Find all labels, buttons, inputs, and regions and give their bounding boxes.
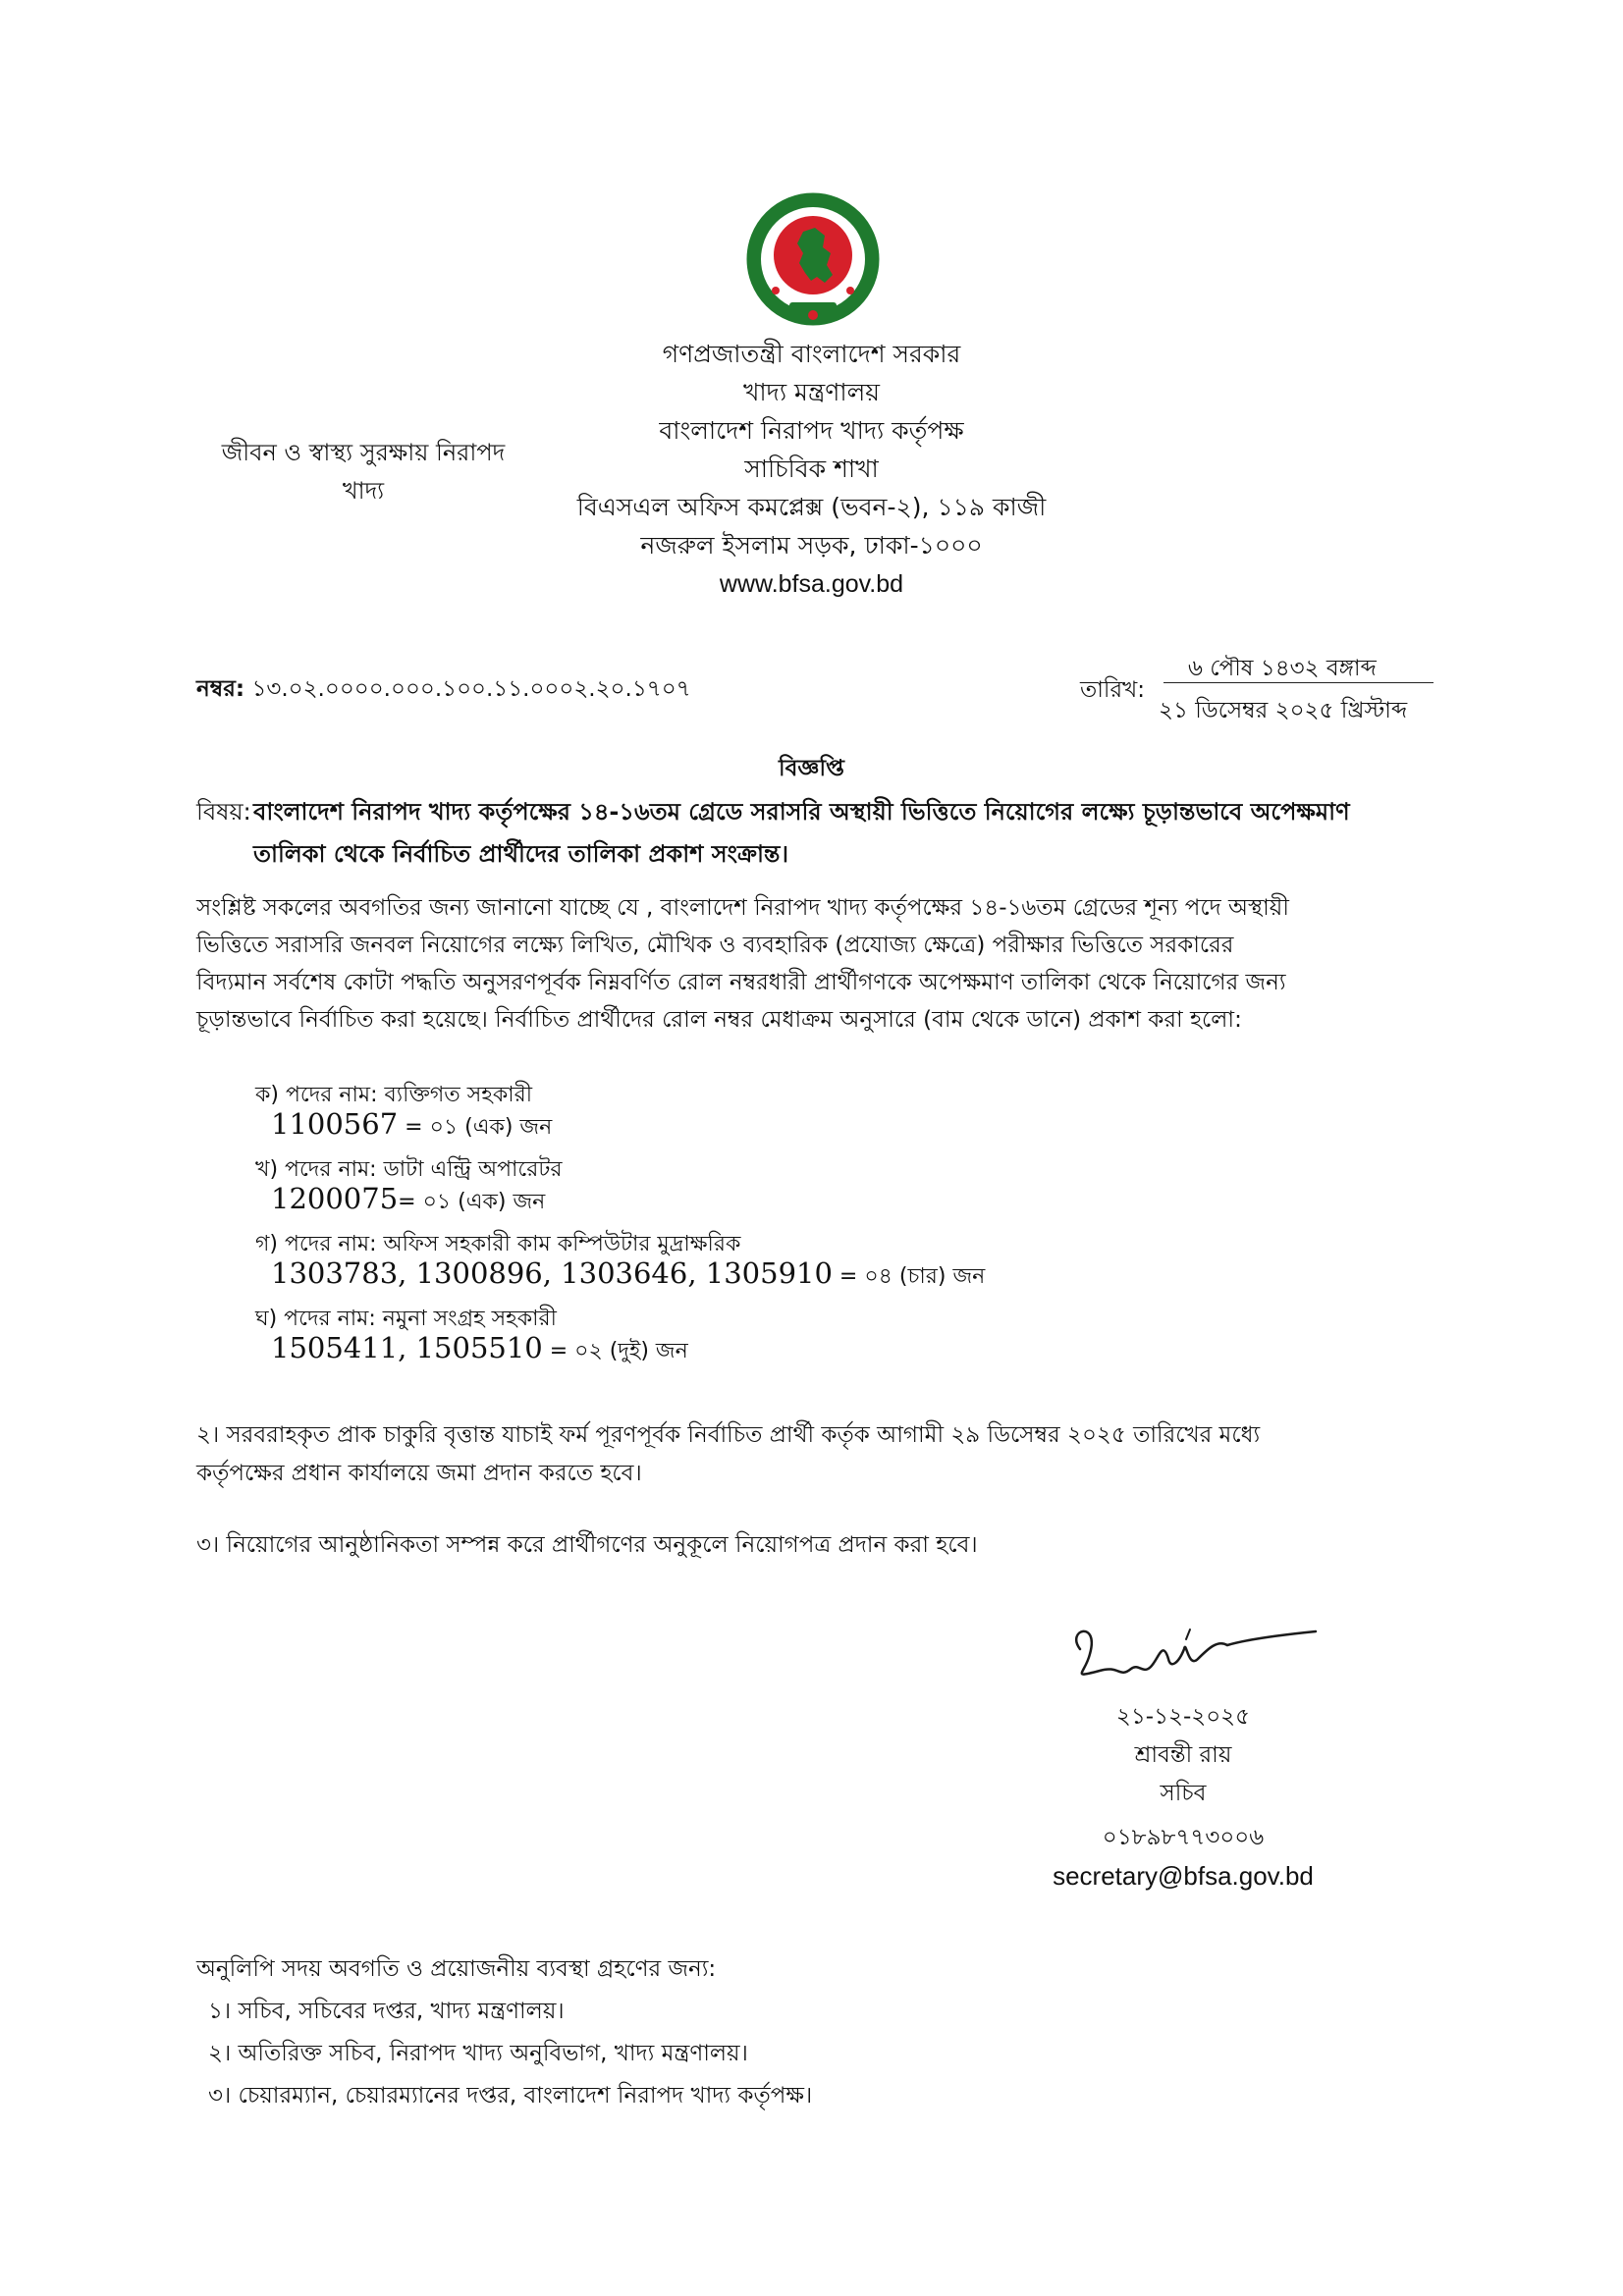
motto-line-2: খাদ্য [342, 477, 385, 505]
body-line-2: ভিত্তিতে সরাসরি জনবল নিয়োগের লক্ষ্যে লিখিত, মৌখিক ও ব্যবহারিক (প্রযোজ্য ক্ষেত্রে) পরীক্ষার ভিত্তিতে সরকারের [196, 933, 1234, 958]
header-line-address2: নজরুল ইসলাম সড়ক, ঢাকা-১০০০ [640, 531, 983, 560]
post-label-a: ক) পদের নাম: ব্যক্তিগত সহকারী [255, 1083, 532, 1107]
header-line-ministry: খাদ্য মন্ত্রণালয় [743, 378, 880, 406]
government-seal-icon [746, 192, 880, 326]
body-line-1: সংশ্লিষ্ট সকলের অবগতির জন্য জানানো যাচ্ছে যে , বাংলাদেশ নিরাপদ খাদ্য কর্তৃপক্ষের ১৪-১৬তম গ্রেডের শূন্য পদে অস্থায়ী [196, 895, 1289, 921]
header-website: www.bfsa.gov.bd [719, 570, 904, 598]
memo-number-label: নম্বর: [196, 676, 245, 702]
body-line-4: চূড়ান্তভাবে নির্বাচিত করা হয়েছে। নির্বাচিত প্রার্থীদের রোল নম্বর মেধাক্রম অনুসারে (বাম থেকে ডানে) প্রকাশ করা হলো: [196, 1007, 1242, 1033]
copy-item-1: ১। সচিব, সচিবের দপ্তর, খাদ্য মন্ত্রণালয়। [208, 1999, 565, 2024]
date-bangla: ৬ পৌষ ১৪৩২ বঙ্গাব্দ [1188, 656, 1377, 681]
post-label-b: খ) পদের নাম: ডাটা এন্ট্রি অপারেটর [255, 1157, 563, 1182]
selected-count: = ০১ (এক) জন [398, 1115, 553, 1140]
signature-name: শ্রাবন্তী রায় [1134, 1742, 1232, 1768]
copy-heading: অনুলিপি সদয় অবগতি ও প্রয়োজনীয় ব্যবস্থা গ্রহণের জন্য: [196, 1956, 717, 1982]
roll-numbers: 1505411, 1505510 [271, 1331, 543, 1364]
date-gregorian: ২১ ডিসেম্বর ২০২৫ খ্রিস্টাব্দ [1159, 698, 1408, 723]
post-rolls-c [271, 1256, 985, 1296]
subject-line-2: তালিকা থেকে নির্বাচিত প্রার্থীদের তালিকা প্রকাশ সংক্রান্ত। [253, 840, 789, 868]
header-line-government: গণপ্রজাতন্ত্রী বাংলাদেশ সরকার [662, 340, 961, 368]
signature-email: secretary@bfsa.gov.bd [1053, 1861, 1314, 1891]
body-line-3: বিদ্যমান সর্বশেষ কোটা পদ্ধতি অনুসরণপূর্বক নিম্নবর্ণিত রোল নম্বরধারী প্রার্থীগণকে অপেক্ষমাণ তালিকা থেকে নিয়োগের জন্য [196, 970, 1286, 995]
copy-item-3: ৩। চেয়ারম্যান, চেয়ারম্যানের দপ্তর, বাংলাদেশ নিরাপদ খাদ্য কর্তৃপক্ষ। [208, 2083, 813, 2109]
notice-subject [196, 791, 1434, 876]
subject-label: বিষয়: [196, 798, 251, 826]
selected-count: = ০১ (এক) জন [398, 1190, 546, 1214]
date-label: তারিখ: [1080, 677, 1146, 703]
header-line-address1: বিএসএল অফিস কমপ্লেক্স (ভবন-২), ১১৯ কাজী [576, 493, 1047, 521]
para2-line-2: কর্তৃপক্ষের প্রধান কার্যালয়ে জমা প্রদান করতে হবে। [196, 1461, 642, 1486]
selected-count: = ০৪ (চার) জন [832, 1264, 986, 1289]
roll-numbers: 1303783, 1300896, 1303646, 1305910 [271, 1256, 833, 1290]
post-rolls-d [271, 1331, 688, 1370]
header-line-authority: বাংলাদেশ নিরাপদ খাদ্য কর্তৃপক্ষ [659, 416, 964, 445]
selected-count: = ০২ (দুই) জন [542, 1339, 688, 1363]
post-rolls-b [271, 1182, 545, 1221]
header-line-section: সাচিবিক শাখা [744, 454, 879, 483]
memo-number-value: ১৩.০২.০০০০.০০০.১০০.১১.০০০২.২০.১৭০৭ [251, 676, 691, 702]
post-label-d: ঘ) পদের নাম: নমুনা সংগ্রহ সহকারী [255, 1307, 557, 1331]
notice-title: বিজ্ঞপ্তি [779, 756, 844, 781]
roll-numbers: 1100567 [271, 1107, 399, 1141]
copy-item-2: ২। অতিরিক্ত সচিব, নিরাপদ খাদ্য অনুবিভাগ, খাদ্য মন্ত্রণালয়। [208, 2041, 748, 2066]
para3: ৩। নিয়োগের আনুষ্ঠানিকতা সম্পন্ন করে প্রার্থীগণের অনুকূলে নিয়োগপত্র প্রদান করা হবে। [196, 1532, 978, 1558]
subject-line-1: বাংলাদেশ নিরাপদ খাদ্য কর্তৃপক্ষের ১৪-১৬তম গ্রেডে সরাসরি অস্থায়ী ভিত্তিতে নিয়োগের লক্ষ্যে চূড়ান্তভাবে অপেক্ষমাণ [253, 798, 1350, 826]
date-divider [1163, 682, 1434, 683]
para2-line-1: ২। সরবরাহকৃত প্রাক চাকুরি বৃত্তান্ত যাচাই ফর্ম পূরণপূর্বক নির্বাচিত প্রার্থী কর্তৃক আগামী ২৯ ডিসেম্বর ২০২৫ তারিখের মধ্যে [196, 1422, 1261, 1448]
post-label-c: গ) পদের নাম: অফিস সহকারী কাম কম্পিউটার মুদ্রাক্ষরিক [255, 1232, 741, 1256]
roll-numbers: 1200075 [271, 1182, 399, 1215]
memo-number [196, 670, 691, 709]
post-rolls-a [271, 1107, 552, 1147]
signature-date: ২১-১২-২০২৫ [1115, 1704, 1251, 1730]
signature-phone: ০১৮৯৮৭৭৩০০৬ [1102, 1825, 1265, 1850]
motto-line-1: জীবন ও স্বাস্থ্য সুরক্ষায় নিরাপদ [221, 439, 506, 466]
signature-designation: সচিব [1160, 1781, 1207, 1806]
